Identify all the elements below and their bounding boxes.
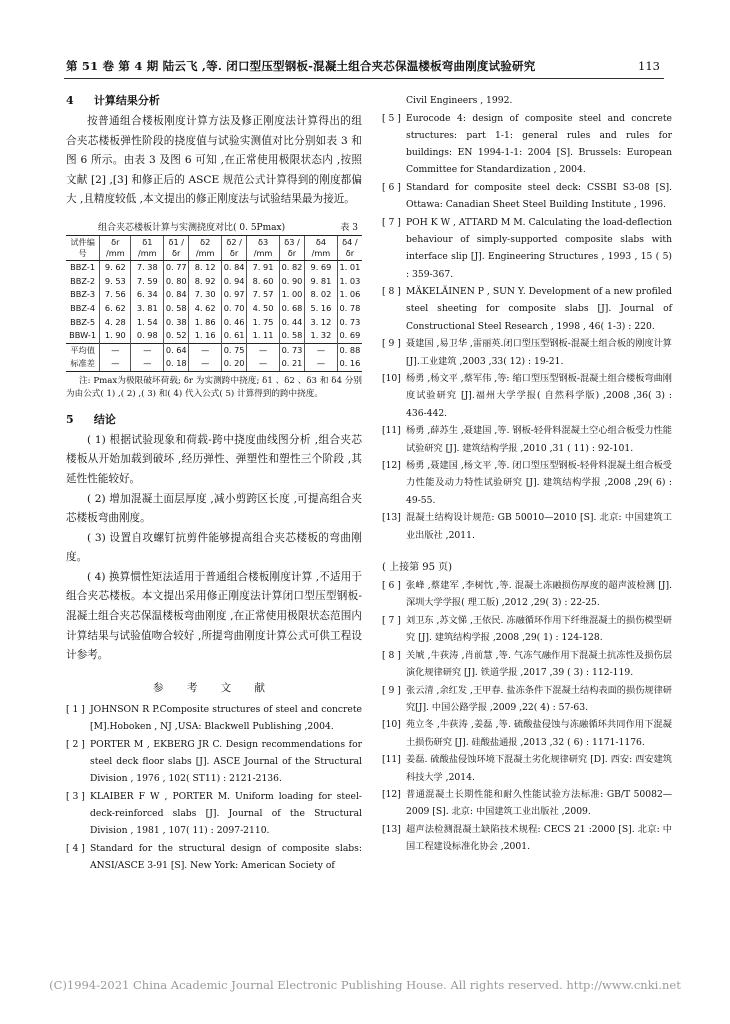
section-4-heading	[66, 92, 362, 108]
table-cell: —	[100, 357, 131, 371]
reference-text: 杨勇 ,薛苏生 ,聂建国 ,等. 钢板-轻骨料混凝土空心组合板受力性能试验研究 [J]. 建筑结构学报 ,2010 ,31 ( 11) : 92-101.	[406, 425, 672, 454]
table-cell: BBW-1	[69, 330, 97, 341]
table-cell: 8. 02	[305, 288, 338, 302]
reference-label: [ 5 ]	[382, 112, 401, 124]
table-3-header-cell: δ3 /δr	[279, 235, 304, 260]
table-3-header-cell: δ4 /δr	[337, 235, 362, 260]
conclusion-point: ( 4) 换算惯性矩法适用于普通组合楼板刚度计算 ,不适用于组合夹芯楼板。本文提出采用修正刚度法计算闭口型压型钢板-混凝土组合夹芯保温楼板弯曲刚度 ,在正常使用极限状态范围内计算结果与试验值吻合较好 ,所提弯曲刚度计算公式可供工程设计参考。	[66, 570, 362, 662]
reference-entry	[382, 214, 672, 283]
table-cell: 8. 92	[189, 275, 222, 289]
table-3-header-row	[66, 235, 362, 260]
reference-text: PORTER M , EKBERG JR C. Design recommendations for steel deck floor slabs [J]. ASCE Journal of the Structural Division , 1976 , 102( ST11) : 2121-2136.	[90, 738, 362, 785]
reference-label: [10]	[382, 719, 401, 731]
reference-entry	[382, 577, 672, 611]
table-3-header-cell: δ4 /mm	[305, 235, 338, 260]
table-row	[66, 302, 362, 316]
table-cell: —	[189, 343, 222, 357]
table-cell: 0. 73	[279, 343, 304, 357]
reference-entry	[66, 788, 362, 840]
table-cell: 8. 12	[189, 260, 222, 274]
table-3-caption-text: 组合夹芯楼板计算与实测挠度对比( 0. 5Pmax)	[98, 222, 286, 233]
reference-text: 姜磊. 硫酸盐侵蚀环境下混凝土劣化规律研究 [D]. 西安: 西安建筑科技大学 ,2014.	[406, 754, 672, 783]
table-cell: 1. 06	[337, 288, 362, 302]
table-cell: —	[305, 357, 338, 371]
table-cell: 0. 84	[164, 288, 189, 302]
table-row	[66, 288, 362, 302]
reference-label: [ 3 ]	[66, 790, 85, 802]
reference-text: Standard for the structural design of composite slabs: ANSI/ASCE 3-91 [S]. New York: American Society of	[90, 842, 362, 872]
reference-label: [ 6 ]	[382, 182, 401, 194]
table-row	[66, 329, 362, 343]
reference-entry	[382, 716, 672, 750]
reference-label: [ 6 ]	[382, 579, 401, 591]
table-3-note: 注: Pmax为极限破坏荷载; δr 为实测跨中挠度; δ1 、δ2 、δ3 和 δ4 分别为由公式( 1) ,( 2) ,( 3) 和( 4) 代入公式( 5) 计算得到的跨中挠度。	[66, 375, 362, 399]
table-cell: 6. 62	[100, 302, 131, 316]
conclusion-point: ( 2) 增加混凝土面层厚度 ,减小剪跨区长度 ,可提高组合夹芯楼板弯曲刚度。	[66, 492, 362, 525]
table-cell: 1. 32	[305, 329, 338, 343]
table-cell: —	[305, 343, 338, 357]
table-cell: 0. 90	[279, 275, 304, 289]
table-cell: —	[247, 357, 280, 371]
table-cell: 0. 21	[279, 357, 304, 371]
table-3-header-cell: δ1 /mm	[131, 235, 164, 260]
table-3-header-cell: δ1 /δr	[164, 235, 189, 260]
reference-text: 刘卫东 ,苏文悌 ,王依民. 冻融循环作用下纤维混凝土的损伤模型研究 [J]. 建筑结构学报 ,2008 ,29( 1) : 124-128.	[406, 614, 672, 643]
references-heading: 参 考 文 献	[152, 681, 275, 694]
reference-entry	[382, 179, 672, 213]
reference-label: [ 2 ]	[66, 738, 85, 750]
reference-label: [11]	[382, 425, 401, 437]
table-3-number: 表 3	[340, 222, 358, 233]
table-cell: 0. 44	[279, 315, 304, 329]
section-4-title: 计算结果分析	[93, 94, 160, 107]
table-cell: 0. 46	[222, 315, 247, 329]
table-3-header-cell: δ2 /mm	[189, 235, 222, 260]
section-4-number: 4	[66, 94, 74, 107]
reference-label: [11]	[382, 754, 401, 766]
table-cell: 1. 86	[189, 315, 222, 329]
reference-label: [ 9 ]	[382, 338, 401, 350]
reference-text: Eurocode 4: design of composite steel and concrete structures: part 1-1: general rules and rules for buildings: EN 1994-1-1: 2004 [S]. Brussels: European Committee for Standardization , 2004.	[406, 112, 672, 176]
section-5-number: 5	[66, 412, 74, 426]
table-row	[66, 343, 362, 357]
table-cell: 1. 01	[337, 260, 362, 274]
table-cell: 3. 81	[131, 302, 164, 316]
reference-entry	[382, 786, 672, 820]
table-3-header-cell: 试件编号	[66, 235, 100, 260]
conclusion-point: ( 3) 设置自攻螺钉抗剪件能够提高组合夹芯楼板的弯曲刚度。	[66, 531, 362, 564]
section-4-paragraph: 按普通组合楼板刚度计算方法及修正刚度法计算得出的组合夹芯楼板弹性阶段的挠度值与试验实测值对比分别如表 3 和图 6 所示。由表 3 及图 6 可知 ,在正常使用极限状态内 ,按照文献 [2] ,[3] 和修正后的 ASCE 规范公式计算得到的刚度都偏大 ,且精度较低 ,本文提出的修正刚度法与试验结果最为接近。	[66, 115, 362, 206]
left-column	[66, 92, 362, 875]
table-cell: 0. 58	[279, 329, 304, 343]
reference-entry	[382, 422, 672, 456]
reference-label: [12]	[382, 460, 401, 472]
reference-text: POH K W , ATTARD M M. Calculating the load-deflection behaviour of simply-supported composite slabs with interface slip [J]. Engineering Structures , 1993 , 15 ( 5) : 359-367.	[406, 216, 672, 280]
references-list-right	[382, 92, 672, 544]
table-cell: —	[100, 343, 131, 357]
table-cell: 0. 64	[164, 343, 189, 357]
table-cell: 0. 88	[337, 343, 362, 357]
reference-text: Civil Engineers , 1992.	[406, 95, 513, 106]
table-cell: 1. 03	[337, 275, 362, 289]
table-cell: 1. 11	[247, 329, 280, 343]
reference-label: [ 4 ]	[66, 842, 85, 854]
table-cell: 0. 69	[337, 329, 362, 343]
table-cell: 0. 16	[337, 357, 362, 371]
reference-label: [ 7 ]	[382, 216, 401, 228]
table-cell: —	[131, 357, 164, 371]
table-cell: 9. 53	[100, 275, 131, 289]
table-cell: 0. 20	[222, 357, 247, 371]
reference-entry	[382, 335, 672, 369]
reference-text: 聂建国 ,易卫华 ,雷丽英.闭口型压型钢板-混凝土组合板的刚度计算 [J].工业建筑 ,2003 ,33( 12) : 19-21.	[406, 338, 672, 367]
conclusion-point: ( 1) 根据试验现象和荷载-跨中挠度曲线图分析 ,组合夹芯楼板从开始加载到破坏 ,经历弹性、弹塑性和塑性三个阶段 ,其延性性能较好。	[66, 433, 362, 485]
reference-label: [13]	[382, 824, 401, 836]
table-cell: 9. 62	[100, 260, 131, 274]
reference-label: [13]	[382, 512, 401, 524]
table-cell: 0. 77	[164, 260, 189, 274]
table-cell: 0. 80	[164, 275, 189, 289]
table-cell: 0. 97	[222, 288, 247, 302]
reference-label: [10]	[382, 373, 401, 385]
table-cell: 7. 56	[100, 288, 131, 302]
reference-entry	[382, 283, 672, 335]
reference-label: [ 1 ]	[66, 703, 85, 715]
reference-text: 张云清 ,余红发 ,王甲春. 盐冻条件下混凝土结构表面的损伤规律研究[J]. 中国公路学报 ,2009 ,22( 4) : 57-63.	[406, 684, 672, 713]
table-3-header-cell: δr /mm	[100, 235, 131, 260]
table-cell: 4. 28	[100, 315, 131, 329]
table-cell: 0. 38	[164, 315, 189, 329]
reference-text: 杨勇 ,杨文平 ,蔡军伟 ,等: 缩口型压型钢板-混凝土组合楼板弯曲刚度试验研究 [J].福州大学学报( 自然科学版) ,2008 ,36( 3) : 436-442.	[406, 373, 672, 419]
references-list-left	[66, 701, 362, 875]
reference-text: 张峰 ,蔡建军 ,李树忱 ,等. 混凝土冻融损伤厚度的超声波检测 [J]. 深圳大学学报( 理工版) ,2012 ,29( 3) : 22-25.	[406, 579, 672, 608]
table-cell: 0. 70	[222, 302, 247, 316]
table-cell: BBZ-3	[70, 289, 96, 300]
table-cell: 3. 12	[305, 315, 338, 329]
table-cell: BBZ-4	[70, 303, 96, 314]
reference-text: 杨勇 ,聂建国 ,杨文平 ,等. 闭口型压型钢板-轻骨料混凝土组合板受力性能及动力特性试验研究 [J]. 建筑结构学报 ,2008 ,29( 6) : 49-55.	[406, 460, 672, 506]
reference-entry	[382, 92, 672, 109]
table-row	[66, 275, 362, 289]
table-cell: 4. 62	[189, 302, 222, 316]
table-cell: 7. 91	[247, 260, 280, 274]
table-cell: 4. 50	[247, 302, 280, 316]
table-row	[66, 260, 362, 274]
table-cell: 1. 90	[100, 329, 131, 343]
table-cell: 1. 00	[279, 288, 304, 302]
reference-text: 混凝土结构设计规范: GB 50010—2010 [S]. 北京: 中国建筑工业出版社 ,2011.	[406, 512, 672, 541]
table-cell: 0. 75	[222, 343, 247, 357]
reference-text: KLAIBER F W , PORTER M. Uniform loading for steel-deck-reinforced slabs [J]. Journal of the Structural Division , 1981 , 107( 11) : 2097-2110.	[90, 790, 362, 837]
table-cell: 标准差	[66, 357, 100, 371]
table-cell: 6. 34	[131, 288, 164, 302]
table-3-header-cell: δ3 /mm	[247, 235, 280, 260]
table-cell: —	[131, 343, 164, 357]
section-5-heading	[66, 411, 362, 427]
table-cell: 8. 60	[247, 275, 280, 289]
table-cell: 平均值	[66, 343, 100, 357]
reference-text: 关虓 ,牛荻涛 ,肖前慧 ,等. 气冻气融作用下混凝土抗冻性及损伤层演化规律研究 [J]. 铁道学报 ,2017 ,39 ( 3) : 112-119.	[406, 649, 672, 678]
continued-from-note: ( 上接第 95 页)	[382, 561, 453, 573]
table-cell: 0. 82	[279, 260, 304, 274]
reference-text: 普通混凝土长期性能和耐久性能试验方法标准: GB/T 50082—2009 [S]. 北京: 中国建筑工业出版社 ,2009.	[406, 789, 672, 818]
table-cell: 7. 38	[131, 260, 164, 274]
table-cell: 0. 68	[279, 302, 304, 316]
page-number: 113	[638, 59, 660, 73]
reference-entry	[66, 701, 362, 735]
references-list-continued	[382, 577, 672, 856]
reference-entry	[382, 457, 672, 509]
reference-label: [ 9 ]	[382, 684, 401, 696]
copyright-footer: (C)1994-2021 China Academic Journal Electronic Publishing House. All rights reserved. http://www.cnki.net	[49, 978, 681, 992]
table-cell: 5. 16	[305, 302, 338, 316]
table-cell: BBZ-2	[70, 275, 96, 286]
table-cell: 0. 98	[131, 329, 164, 343]
table-cell: 0. 78	[337, 302, 362, 316]
reference-entry	[382, 509, 672, 543]
table-cell: —	[189, 357, 222, 371]
table-row	[66, 315, 362, 329]
reference-text: MÄKELÄINEN P , SUN Y. Development of a new profiled steel sheeting for composite slabs [J]. Journal of Constructional Steel Research , 1998 , 46( 1-3) : 220.	[406, 286, 672, 332]
reference-entry	[382, 110, 672, 179]
table-cell: 0. 73	[337, 315, 362, 329]
table-cell: 0. 52	[164, 329, 189, 343]
table-cell: BBZ-1	[70, 262, 96, 273]
table-cell: 9. 69	[305, 260, 338, 274]
table-cell: 0. 94	[222, 275, 247, 289]
reference-text: 苑立冬 ,牛荻涛 ,姜磊 ,等. 硫酸盐侵蚀与冻融循环共同作用下混凝土损伤研究 [J]. 硅酸盐通报 ,2013 ,32 ( 6) : 1171-1176.	[406, 719, 672, 748]
reference-text: JOHNSON R P.Composite structures of steel and concrete [M].Hoboken , NJ ,USA: Blackwell Publishing ,2004.	[90, 703, 362, 733]
reference-entry	[382, 612, 672, 646]
table-cell: 7. 59	[131, 275, 164, 289]
reference-label: [12]	[382, 789, 401, 801]
table-cell: 1. 16	[189, 329, 222, 343]
table-cell: 0. 18	[164, 357, 189, 371]
table-cell: 1. 75	[247, 315, 280, 329]
section-5-title: 结论	[93, 412, 116, 426]
reference-label: [ 8 ]	[382, 286, 401, 298]
table-cell: 1. 54	[131, 315, 164, 329]
running-header	[64, 58, 664, 79]
table-3-caption	[66, 220, 362, 233]
reference-entry	[66, 736, 362, 788]
right-column	[382, 92, 672, 856]
table-cell: —	[247, 343, 280, 357]
table-row	[66, 357, 362, 371]
reference-label: [ 8 ]	[382, 649, 401, 661]
reference-text: 超声法检测混凝土缺陷技术规程: CECS 21 :2000 [S]. 北京: 中国工程建设标准化协会 ,2001.	[406, 824, 672, 853]
table-cell: 0. 58	[164, 302, 189, 316]
reference-text: Standard for composite steel deck: CSSBI S3-08 [S]. Ottawa: Canadian Sheet Steel Building Institute , 1996.	[406, 182, 672, 211]
table-3	[66, 235, 362, 372]
reference-entry	[382, 647, 672, 681]
table-3-body	[66, 260, 362, 371]
table-cell: 7. 30	[189, 288, 222, 302]
table-cell: 7. 57	[247, 288, 280, 302]
reference-label: [ 7 ]	[382, 614, 401, 626]
table-cell: 9. 81	[305, 275, 338, 289]
table-3-header-cell: δ2 /δr	[222, 235, 247, 260]
reference-entry	[382, 682, 672, 716]
table-cell: BBZ-5	[70, 316, 96, 327]
reference-entry	[382, 370, 672, 422]
reference-entry	[382, 821, 672, 855]
reference-entry	[66, 840, 362, 874]
running-title: 第 51 卷 第 4 期 陆云飞 ,等. 闭口型压型钢板-混凝土组合夹芯保温楼板弯曲刚度试验研究	[66, 59, 536, 73]
table-cell: 0. 61	[222, 329, 247, 343]
reference-entry	[382, 751, 672, 785]
table-cell: 0. 84	[222, 260, 247, 274]
